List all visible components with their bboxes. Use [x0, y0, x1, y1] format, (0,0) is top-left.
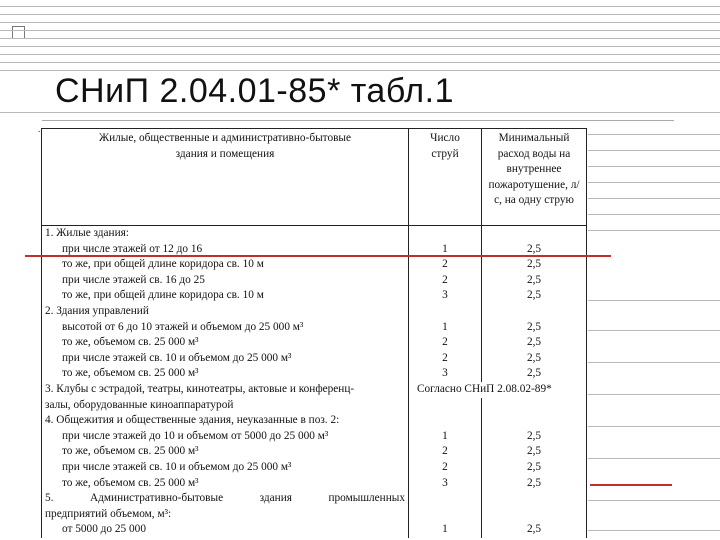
table-row — [42, 351, 587, 367]
row-jets: 2 — [409, 351, 482, 367]
template-rule — [0, 22, 720, 23]
row-description: то же, при общей длине коридора св. 10 м — [42, 288, 409, 304]
row-jets: 2 — [409, 335, 482, 351]
template-rule — [588, 150, 720, 151]
table-row — [42, 288, 587, 304]
template-rule — [0, 46, 720, 47]
row-flow — [482, 413, 587, 429]
row-jets: 1 — [409, 320, 482, 336]
row-description: при числе этажей св. 10 и объемом до 25 000 м³ — [42, 351, 409, 367]
row-description: залы, оборудованные киноаппаратурой — [42, 398, 409, 414]
row-description: при числе этажей от 12 до 16 — [42, 242, 409, 258]
title-underline — [42, 120, 674, 121]
row-description: то же, объемом св. 25 000 м³ — [42, 444, 409, 460]
template-rule — [588, 426, 720, 427]
row-flow: 2,5 — [482, 351, 587, 367]
table-row — [42, 429, 587, 445]
row-description: при числе этажей до 10 и объемом от 5000 до 25 000 м³ — [42, 429, 409, 445]
template-rule — [588, 530, 720, 531]
tiny-mark: . — [38, 124, 41, 134]
header-min-flow: Минимальный расход воды на внутреннее пожаротушение, л/с, на одну струю — [482, 129, 587, 226]
row-description: при числе этажей св. 16 до 25 — [42, 273, 409, 289]
row-flow — [482, 398, 587, 414]
row-description: предприятий объемом, м³: — [42, 507, 409, 523]
row-flow: 2,5 — [482, 522, 587, 538]
table-row — [42, 398, 587, 414]
template-rule — [0, 14, 720, 15]
template-rule — [588, 166, 720, 167]
table-row — [42, 335, 587, 351]
row-description: то же, при общей длине коридора св. 10 м — [42, 257, 409, 273]
table-row — [42, 257, 587, 273]
row-jets — [409, 226, 482, 242]
row-jets: 3 — [409, 288, 482, 304]
slide-title: СНиП 2.04.01-85* табл.1 — [55, 72, 454, 110]
template-rule — [588, 134, 720, 135]
row-description: от 5000 до 25 000 — [42, 522, 409, 538]
table-row — [42, 460, 587, 476]
row-description: 2. Здания управлений — [42, 304, 409, 320]
table-row — [42, 476, 587, 492]
template-rule — [588, 214, 720, 215]
table-row — [42, 491, 587, 507]
row-jets: 1 — [409, 429, 482, 445]
red-underline — [25, 255, 611, 257]
row-description: при числе этажей св. 10 и объемом до 25 000 м³ — [42, 460, 409, 476]
row-flow — [482, 491, 587, 507]
table-row — [42, 413, 587, 429]
header-jets-count: Число струй — [409, 129, 482, 226]
row-description: 4. Общежития и общественные здания, неуказанные в поз. 2: — [42, 413, 409, 429]
row-flow: 2,5 — [482, 429, 587, 445]
template-rule — [0, 70, 720, 71]
table-row — [42, 507, 587, 523]
row-description: 5. Административно-бытовые здания промышленных — [42, 491, 409, 507]
snip-table — [41, 128, 587, 538]
template-rule — [588, 458, 720, 459]
row-description: то же, объемом св. 25 000 м³ — [42, 366, 409, 382]
row-flow: 2,5 — [482, 288, 587, 304]
row-flow: 2,5 — [482, 273, 587, 289]
row-flow: 2,5 — [482, 366, 587, 382]
template-rule — [588, 362, 720, 363]
template-rule — [588, 182, 720, 183]
table-row — [42, 304, 587, 320]
row-jets: 1 — [409, 242, 482, 258]
template-rule — [0, 30, 720, 31]
row-jets: 2 — [409, 444, 482, 460]
row-description: 3. Клубы с эстрадой, театры, кинотеатры, актовые и конференц- — [42, 382, 409, 398]
row-flow: 2,5 — [482, 242, 587, 258]
row-jets — [409, 413, 482, 429]
template-rule — [0, 62, 720, 63]
row-description: высотой от 6 до 10 этажей и объемом до 25 000 м³ — [42, 320, 409, 336]
template-rule — [588, 500, 720, 501]
row-description: то же, объемом св. 25 000 м³ — [42, 335, 409, 351]
table-row — [42, 444, 587, 460]
row-flow — [482, 507, 587, 523]
row-flow: 2,5 — [482, 335, 587, 351]
template-rule — [0, 6, 720, 7]
row-flow: 2,5 — [482, 257, 587, 273]
template-rule — [588, 394, 720, 395]
template-rule — [588, 230, 720, 231]
row-jets — [409, 304, 482, 320]
table-header-row — [42, 129, 587, 226]
row-jets: 2 — [409, 257, 482, 273]
table-row — [42, 522, 587, 538]
row-jets: 3 — [409, 366, 482, 382]
template-rule — [0, 54, 720, 55]
header-building-type: Жилые, общественные и административно-бытовые здания и помещения — [42, 129, 409, 226]
table-row — [42, 273, 587, 289]
row-flow: 2,5 — [482, 476, 587, 492]
row-jets — [409, 398, 482, 414]
row-reference-note: Согласно СНиП 2.08.02-89* — [409, 382, 587, 398]
row-jets — [409, 507, 482, 523]
template-rule — [588, 300, 720, 301]
table-row — [42, 382, 587, 398]
row-flow: 2,5 — [482, 460, 587, 476]
template-rule — [588, 330, 720, 331]
row-jets: 2 — [409, 460, 482, 476]
row-description: то же, объемом св. 25 000 м³ — [42, 476, 409, 492]
row-jets: 2 — [409, 273, 482, 289]
row-flow: 2,5 — [482, 444, 587, 460]
table-row — [42, 320, 587, 336]
template-rule — [0, 38, 720, 39]
template-rule — [0, 112, 720, 113]
row-flow: 2,5 — [482, 320, 587, 336]
row-jets: 1 — [409, 522, 482, 538]
red-mark — [590, 484, 672, 486]
row-description: 1. Жилые здания: — [42, 226, 409, 242]
row-flow — [482, 226, 587, 242]
row-jets: 3 — [409, 476, 482, 492]
row-jets — [409, 491, 482, 507]
row-flow — [482, 304, 587, 320]
template-rule — [588, 198, 720, 199]
table-row — [42, 226, 587, 242]
table-row — [42, 366, 587, 382]
